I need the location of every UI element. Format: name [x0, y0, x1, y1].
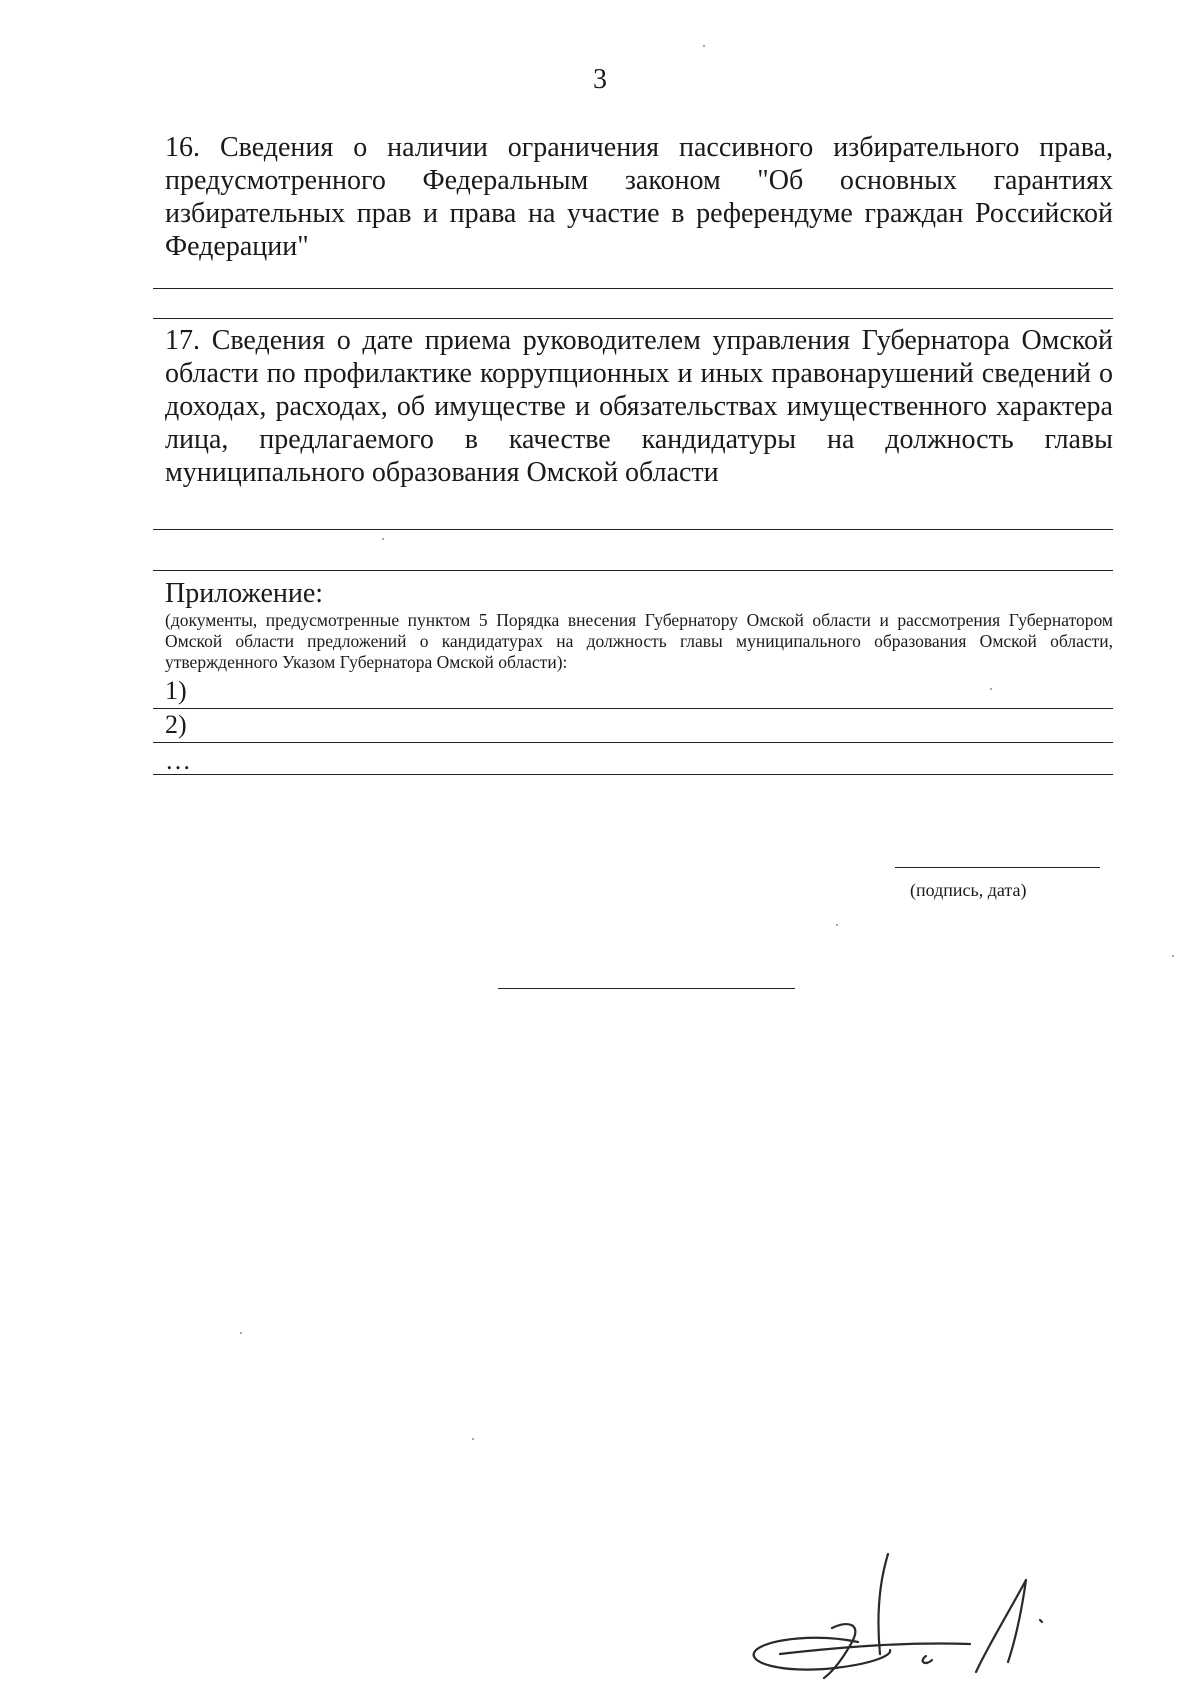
section-17-text: 17. Сведения о дате приема руководителем управления Губернатора Омской области по профилактике коррупционных и иных правонарушений сведений о доходах, расходах, об имуществе и обязательствах имущественного характера лица, предлагаемого в качестве кандидатуры на должность главы муниципального образования Омской области [165, 325, 1113, 488]
signature-date-line [895, 867, 1100, 868]
appendix-item-2: 2) [165, 710, 187, 739]
appendix-note: (документы, предусмотренные пунктом 5 Порядка внесения Губернатору Омской области и рассмотрения Губернатором Омской области предложений о кандидатурах на должность главы муниципального образования Омской области, утвержденного Указом Губернатора Омской области): [165, 610, 1113, 672]
handwritten-signature [740, 1550, 1060, 1680]
signature-caption: (подпись, дата) [910, 880, 1027, 900]
appendix-item-1: 1) [165, 676, 187, 705]
appendix-item-line [153, 742, 1113, 743]
end-separator-line [498, 988, 795, 989]
scan-speck [382, 538, 384, 540]
scan-speck [240, 1332, 242, 1334]
section-divider-line [153, 318, 1113, 319]
scan-speck [1172, 955, 1174, 957]
scan-speck [990, 688, 992, 690]
appendix-item-line [153, 774, 1113, 775]
scan-speck [703, 45, 705, 47]
scan-speck [836, 924, 838, 926]
section-divider-line [153, 570, 1113, 571]
section-17-answer-line [153, 529, 1113, 530]
page-number: 3 [593, 64, 607, 95]
scan-speck [472, 1438, 474, 1440]
appendix-title: Приложение: [165, 578, 324, 609]
appendix-item-more: … [165, 746, 191, 775]
appendix-item-line [153, 708, 1113, 709]
section-16-text: 16. Сведения о наличии ограничения пассивного избирательного права, предусмотренного Федеральным законом "Об основных гарантиях избирательных прав и права на участие в референдуме граждан Российской Федерации" [165, 132, 1113, 262]
section-16-answer-line [153, 288, 1113, 289]
